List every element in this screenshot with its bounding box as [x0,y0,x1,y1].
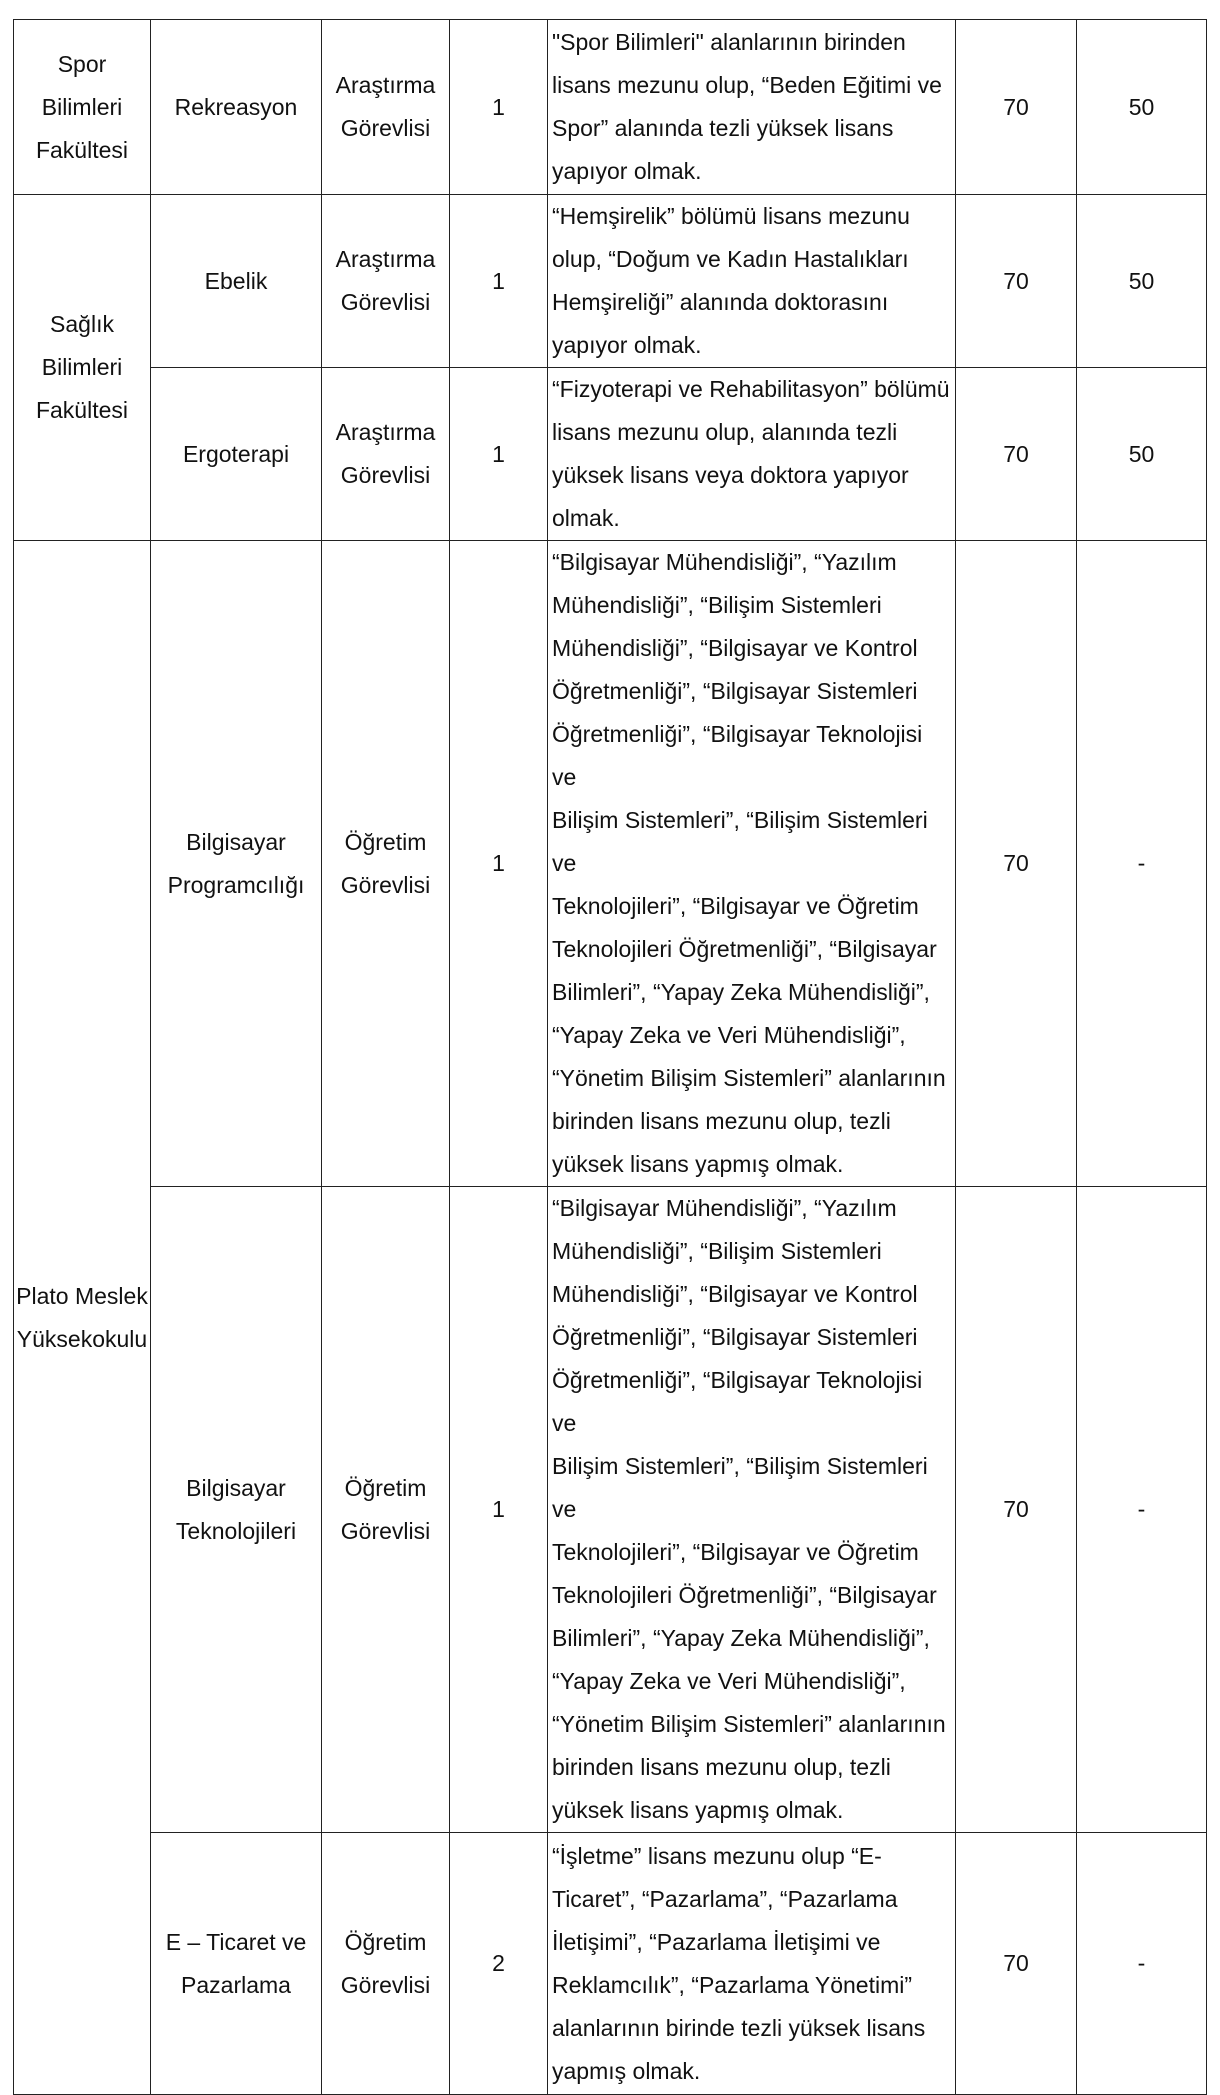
table-row [14,368,1207,541]
conditions-cell [548,1833,956,2095]
score-a-cell [956,195,1077,368]
faculty-cell [14,195,151,541]
department-name: E – Ticaret ve Pazarlama [165,1928,307,1998]
count-cell [450,368,548,541]
faculty-cell [14,541,151,2095]
table-row [14,1187,1207,1833]
faculty-name: Plato Meslek Yüksekokulu [16,1282,148,1352]
score-a: 70 [1003,850,1029,876]
faculty-cell [14,20,151,195]
conditions-cell [548,20,956,195]
position-count: 1 [492,850,505,876]
position-count: 2 [492,1950,505,1976]
score-b-cell [1077,195,1207,368]
score-a-cell [956,541,1077,1187]
department-name: Ebelik [204,267,268,294]
score-b: 50 [1128,93,1155,120]
position-title: Öğretim Görevlisi [340,828,431,898]
conditions-cell [548,368,956,541]
department-cell [151,368,322,541]
department-cell [151,20,322,195]
count-cell [450,20,548,195]
staff-requirements-table [13,19,1207,2095]
conditions-cell [548,1187,956,1833]
score-b-cell [1077,541,1207,1187]
conditions-text: “Bilgisayar Mühendisliği”, “Yazılım Mühendisliği”, “Bilişim Sistemleri Mühendisliği”, “Bilgisayar ve Kontrol Öğretmenliği”, “Bilgisayar Sistemleri Öğretmenliği”, “Bilgisayar Teknolojisi ve Bilişim Sistemleri”, “Bilişim Sistemleri ve Teknolojileri”, “Bilgisayar ve Öğretim Teknolojileri Öğretmenliği”, “Bilgisayar Bilimleri”, “Yapay Zeka Mühendisliği”, “Yapay Zeka ve Veri Mühendisliği”, “Yönetim Bilişim Sistemleri” alanlarının birinden lisans mezunu olup, tezli yüksek lisans yapmış olmak. [552,1195,946,1823]
score-b: - [1137,1496,1146,1522]
department-cell [151,1187,322,1833]
department-name: Rekreasyon [174,93,298,120]
position-cell [322,541,450,1187]
department-cell [151,541,322,1187]
table-row [14,20,1207,195]
faculty-name: Spor Bilimleri Fakültesi [35,50,129,163]
position-cell [322,368,450,541]
position-title: Araştırma Görevlisi [335,246,436,315]
department-name: Bilgisayar Programcılığı [167,828,305,898]
score-a: 70 [1003,440,1029,467]
count-cell [450,1187,548,1833]
faculty-name: Sağlık Bilimleri Fakültesi [35,311,129,423]
position-count: 1 [492,267,505,294]
table-row [14,541,1207,1187]
score-a: 70 [1003,93,1029,120]
count-cell [450,541,548,1187]
score-a: 70 [1003,1950,1029,1976]
position-count: 1 [492,1496,505,1522]
score-a-cell [956,20,1077,195]
score-b: 50 [1128,440,1155,467]
position-title: Araştırma Görevlisi [335,419,436,488]
conditions-text: “Fizyoterapi ve Rehabilitasyon” bölümü lisans mezunu olup, alanında tezli yüksek lisans veya doktora yapıyor olmak. [552,376,950,531]
position-title: Araştırma Görevlisi [335,72,436,141]
position-count: 1 [492,440,505,467]
department-name: Bilgisayar Teknolojileri [175,1474,297,1544]
table-row [14,1833,1207,2095]
department-name: Ergoterapi [182,440,290,467]
position-cell [322,195,450,368]
score-b: - [1137,850,1146,876]
conditions-text: “Hemşirelik” bölümü lisans mezunu olup, “Doğum ve Kadın Hastalıkları Hemşireliği” alanında doktorasını yapıyor olmak. [552,203,910,358]
table-row [14,195,1207,368]
position-cell [322,20,450,195]
score-b-cell [1077,1833,1207,2095]
score-b-cell [1077,1187,1207,1833]
position-title: Öğretim Görevlisi [340,1474,431,1544]
score-a-cell [956,368,1077,541]
count-cell [450,195,548,368]
position-count: 1 [492,93,505,120]
position-cell [322,1187,450,1833]
score-a: 70 [1003,1496,1029,1522]
score-b: - [1137,1950,1146,1976]
score-a: 70 [1003,267,1029,294]
score-b-cell [1077,368,1207,541]
count-cell [450,1833,548,2095]
score-b-cell [1077,20,1207,195]
score-a-cell [956,1187,1077,1833]
position-title: Öğretim Görevlisi [340,1928,431,1998]
conditions-cell [548,541,956,1187]
conditions-text: “Bilgisayar Mühendisliği”, “Yazılım Mühendisliği”, “Bilişim Sistemleri Mühendisliği”, “Bilgisayar ve Kontrol Öğretmenliği”, “Bilgisayar Sistemleri Öğretmenliği”, “Bilgisayar Teknolojisi ve Bilişim Sistemleri”, “Bilişim Sistemleri ve Teknolojileri”, “Bilgisayar ve Öğretim Teknolojileri Öğretmenliği”, “Bilgisayar Bilimleri”, “Yapay Zeka Mühendisliği”, “Yapay Zeka ve Veri Mühendisliği”, “Yönetim Bilişim Sistemleri” alanlarının birinden lisans mezunu olup, tezli yüksek lisans yapmış olmak. [552,549,946,1177]
conditions-text: “İşletme” lisans mezunu olup “E- Ticaret”, “Pazarlama”, “Pazarlama İletişimi”, “Pazarlama İletişimi ve Reklamcılık”, “Pazarlama Yönetimi” alanlarının birinde tezli yüksek lisans yapmış olmak. [552,1842,926,2084]
department-cell [151,1833,322,2095]
score-a-cell [956,1833,1077,2095]
department-cell [151,195,322,368]
conditions-cell [548,195,956,368]
conditions-text: "Spor Bilimleri" alanlarının birinden lisans mezunu olup, “Beden Eğitimi ve Spor” alanında tezli yüksek lisans yapıyor olmak. [552,29,942,184]
position-cell [322,1833,450,2095]
score-b: 50 [1128,267,1155,294]
